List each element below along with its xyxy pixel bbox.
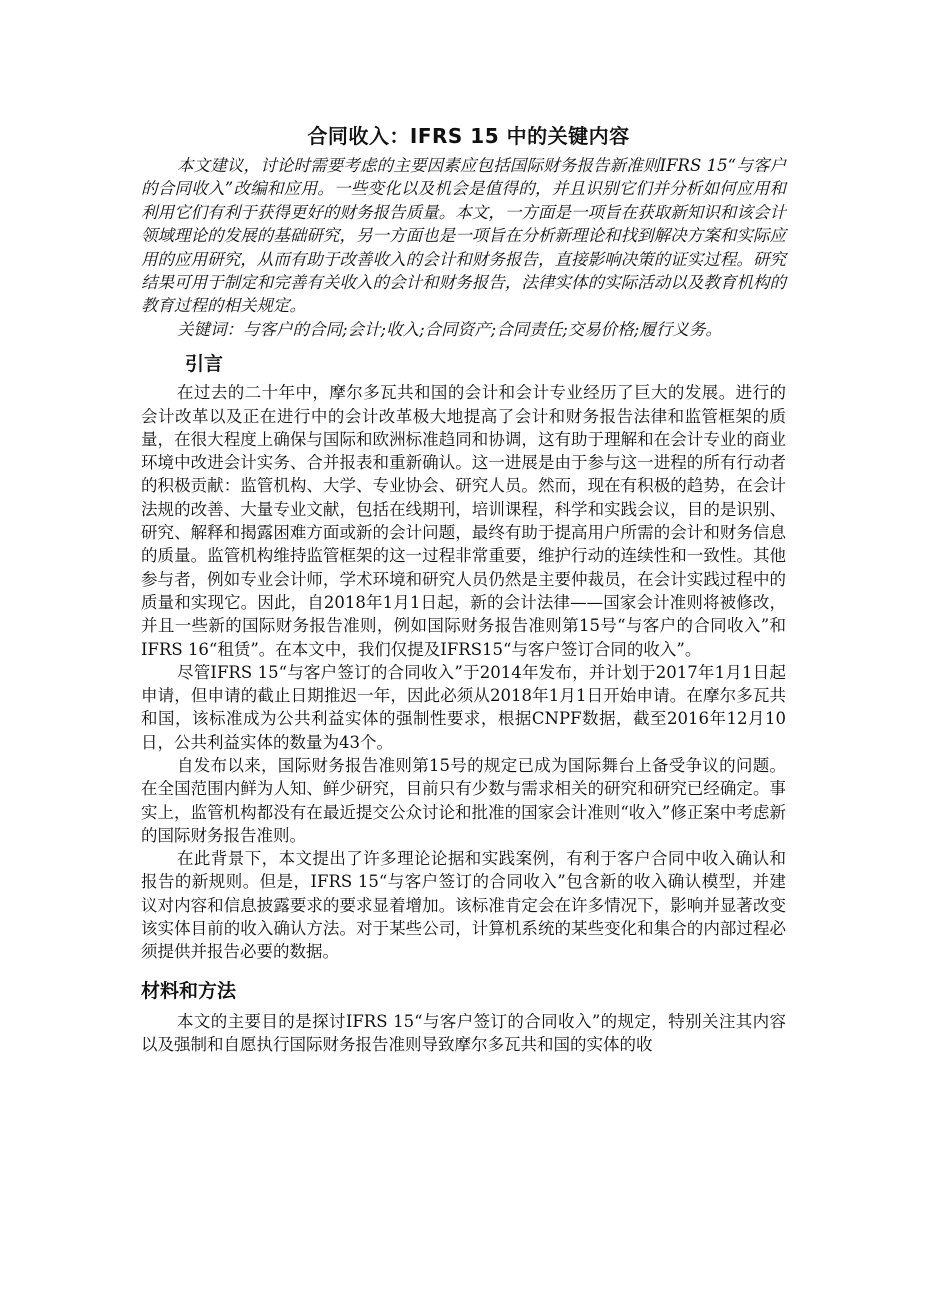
intro-paragraph: 自发布以来，国际财务报告准则第15号的规定已成为国际舞台上备受争议的问题。在全国范围内鲜为人知、鲜少研究，目前只有少数与需求相关的研究和研究已经确定。事实上，监管机构都没有在最近提交公众讨论和批准的国家会计准则“收入”修正案中考虑新的国际财务报告准则。	[141, 756, 786, 845]
page-title: 合同收入：IFRS 15 中的关键内容	[307, 124, 630, 148]
intro-paragraph: 在此背景下，本文提出了许多理论论据和实践案例，有利于客户合同中收入确认和报告的新规则。但是，IFRS 15“与客户签订的合同收入”包含新的收入确认模型，并建议对内容和信息披露要求的要求显着增加。该标准肯定会在许多情况下，影响并显著改变该实体目前的收入确认方法。对于某些公司，计算机系统的某些变化和集合的内部过程必须提供并报告必要的数据。	[141, 849, 786, 962]
abstract: 本文建议，讨论时需要考虑的主要因素应包括国际财务报告新准则IFRS 15“与客户的合同收入”改编和应用。一些变化以及机会是值得的，并且识别它们并分析如何应用和利用它们有利于获得更好的财务报告质量。本文，一方面是一项旨在获取新知识和该会计领域理论的发展的基础研究，另一方面也是一项旨在分析新理论和找到解决方案和实际应用的应用研究，从而有助于改善收入的会计和财务报告，直接影响决策的证实过程。研究结果可用于制定和完善有关收入的会计和财务报告，法律实体的实际活动以及教育机构的教育过程的相关规定。	[141, 156, 786, 316]
keywords: 关键词：与客户的合同;会计;收入;合同资产;合同责任;交易价格;履行义务。	[177, 319, 722, 339]
section-heading-introduction: 引言	[185, 353, 224, 376]
intro-paragraph: 尽管IFRS 15“与客户签订的合同收入”于2014年发布，并计划于2017年1月1日起申请，但申请的截止日期推迟一年，因此必须从2018年1月1日开始申请。在摩尔多瓦共和国，该标准成为公共利益实体的强制性要求，根据CNPF数据，截至2016年12月10日，公共利益实体的数量为43个。	[141, 662, 786, 752]
section-heading-methods: 材料和方法	[141, 979, 237, 1002]
intro-paragraph: 在过去的二十年中，摩尔多瓦共和国的会计和会计专业经历了巨大的发展。进行的会计改革以及正在进行中的会计改革极大地提高了会计和财务报告法律和监管框架的质量，在很大程度上确保与国际和欧洲标准趋同和协调，这有助于理解和在会计专业的商业环境中改进会计实务、合并报表和重新确认。这一进展是由于参与这一进程的所有行动者的积极贡献：监管机构、大学、专业协会、研究人员。然而，现在有积极的趋势，在会计法规的改善、大量专业文献，包括在线期刊，培训课程，科学和实践会议，目的是识别、研究、解释和揭露困难方面或新的会计问题，最终有助于提高用户所需的会计和财务信息的质量。监管机构维持监管框架的这一过程非常重要，维护行动的连续性和一致性。其他参与者，例如专业会计师，学术环境和研究人员仍然是主要仲裁员，在会计实践过程中的质量和实现它。因此，自2018年1月1日起，新的会计法律——国家会计准则将被修改，并且一些新的国际财务报告准则，例如国际财务报告准则第15号“与客户的合同收入”和IFRS 16“租赁”。在本文中，我们仅提及IFRS15“与客户签订合同的收入”。	[141, 383, 786, 659]
paper-page	[141, 120, 786, 1056]
methods-paragraph: 本文的主要目的是探讨IFRS 15“与客户签订的合同收入”的规定，特别关注其内容以及强制和自愿执行国际财务报告准则导致摩尔多瓦共和国的实体的收	[141, 1011, 786, 1054]
